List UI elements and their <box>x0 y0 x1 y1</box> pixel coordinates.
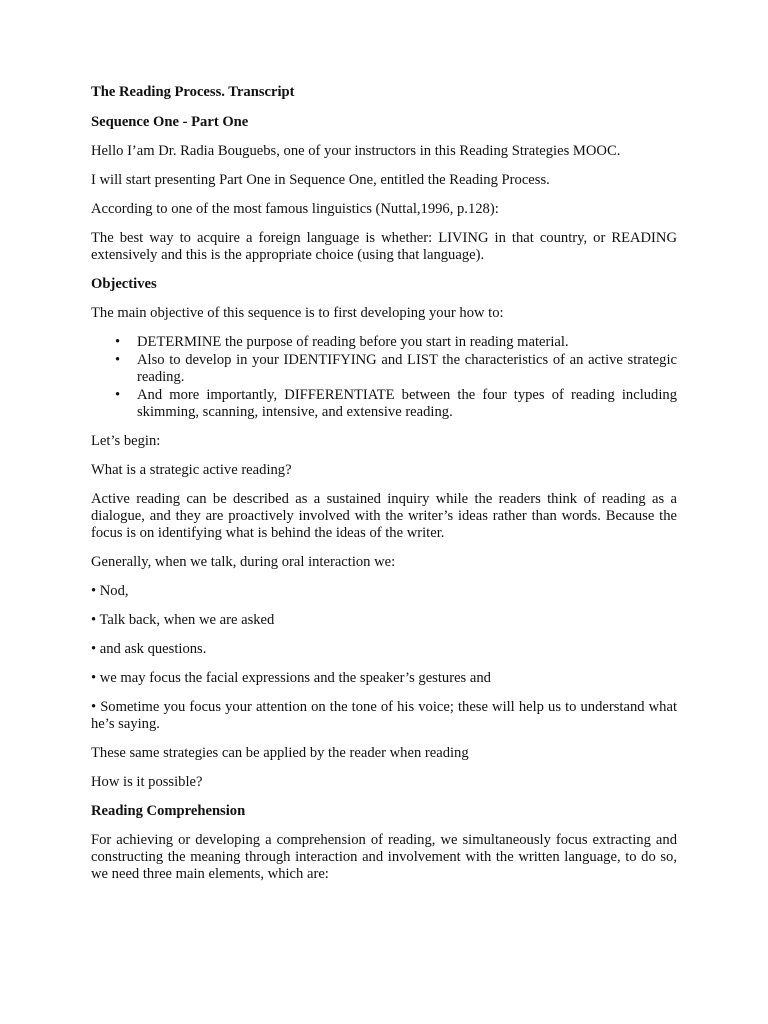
intro-paragraph: Hello I’am Dr. Radia Bouguebs, one of your instructors in this Reading Strategies MOOC. <box>91 143 621 159</box>
comprehension-paragraph: For achieving or developing a comprehension of reading, we simultaneously focus extracting and constructing the meaning through interaction and involvement with the written language, to do so, we need three main elements, which are: <box>91 832 677 882</box>
quote-paragraph: The best way to acquire a foreign language is whether: LIVING in that country, or READING extensively and this is the appropriate choice (using that language). <box>91 230 677 263</box>
objective-text: DETERMINE the purpose of reading before you start in reading material. <box>137 334 569 350</box>
oral-point: • and ask questions. <box>91 641 207 657</box>
bullet-icon: • <box>115 334 121 350</box>
body-paragraph: How is it possible? <box>91 774 203 790</box>
objective-item <box>91 334 677 351</box>
document-title: The Reading Process. Transcript <box>91 84 295 100</box>
intro-paragraph: According to one of the most famous linguistics (Nuttal,1996, p.128): <box>91 201 499 217</box>
objective-item <box>91 387 677 421</box>
document-page <box>91 84 677 895</box>
body-paragraph: Active reading can be described as a sustained inquiry while the readers think of reading as a dialogue, and they are proactively involved with the writer’s ideas rather than words. Because the focus is on identifying what is behind the ideas of the writer. <box>91 491 677 541</box>
objective-text: Also to develop in your IDENTIFYING and LIST the characteristics of an active strategic reading. <box>137 352 677 385</box>
objective-text: And more importantly, DIFFERENTIATE between the four types of reading including skimming, scanning, intensive, and extensive reading. <box>137 387 677 420</box>
comprehension-heading: Reading Comprehension <box>91 803 246 819</box>
bullet-icon: • <box>115 352 121 368</box>
body-paragraph: Generally, when we talk, during oral interaction we: <box>91 554 396 570</box>
objectives-list <box>91 334 677 421</box>
body-paragraph: Let’s begin: <box>91 433 161 449</box>
intro-paragraph: I will start presenting Part One in Sequence One, entitled the Reading Process. <box>91 172 550 188</box>
bullet-icon: • <box>115 387 121 403</box>
oral-point: • we may focus the facial expressions and the speaker’s gestures and <box>91 670 491 686</box>
objectives-heading: Objectives <box>91 276 157 292</box>
oral-point: • Nod, <box>91 583 129 599</box>
body-paragraph: What is a strategic active reading? <box>91 462 292 478</box>
oral-point: • Sometime you focus your attention on the tone of his voice; these will help us to understand what he’s saying. <box>91 699 677 732</box>
sequence-heading: Sequence One - Part One <box>91 114 249 130</box>
objectives-intro: The main objective of this sequence is to first developing your how to: <box>91 305 504 321</box>
oral-point: • Talk back, when we are asked <box>91 612 275 628</box>
body-paragraph: These same strategies can be applied by the reader when reading <box>91 745 469 761</box>
objective-item <box>91 352 677 386</box>
